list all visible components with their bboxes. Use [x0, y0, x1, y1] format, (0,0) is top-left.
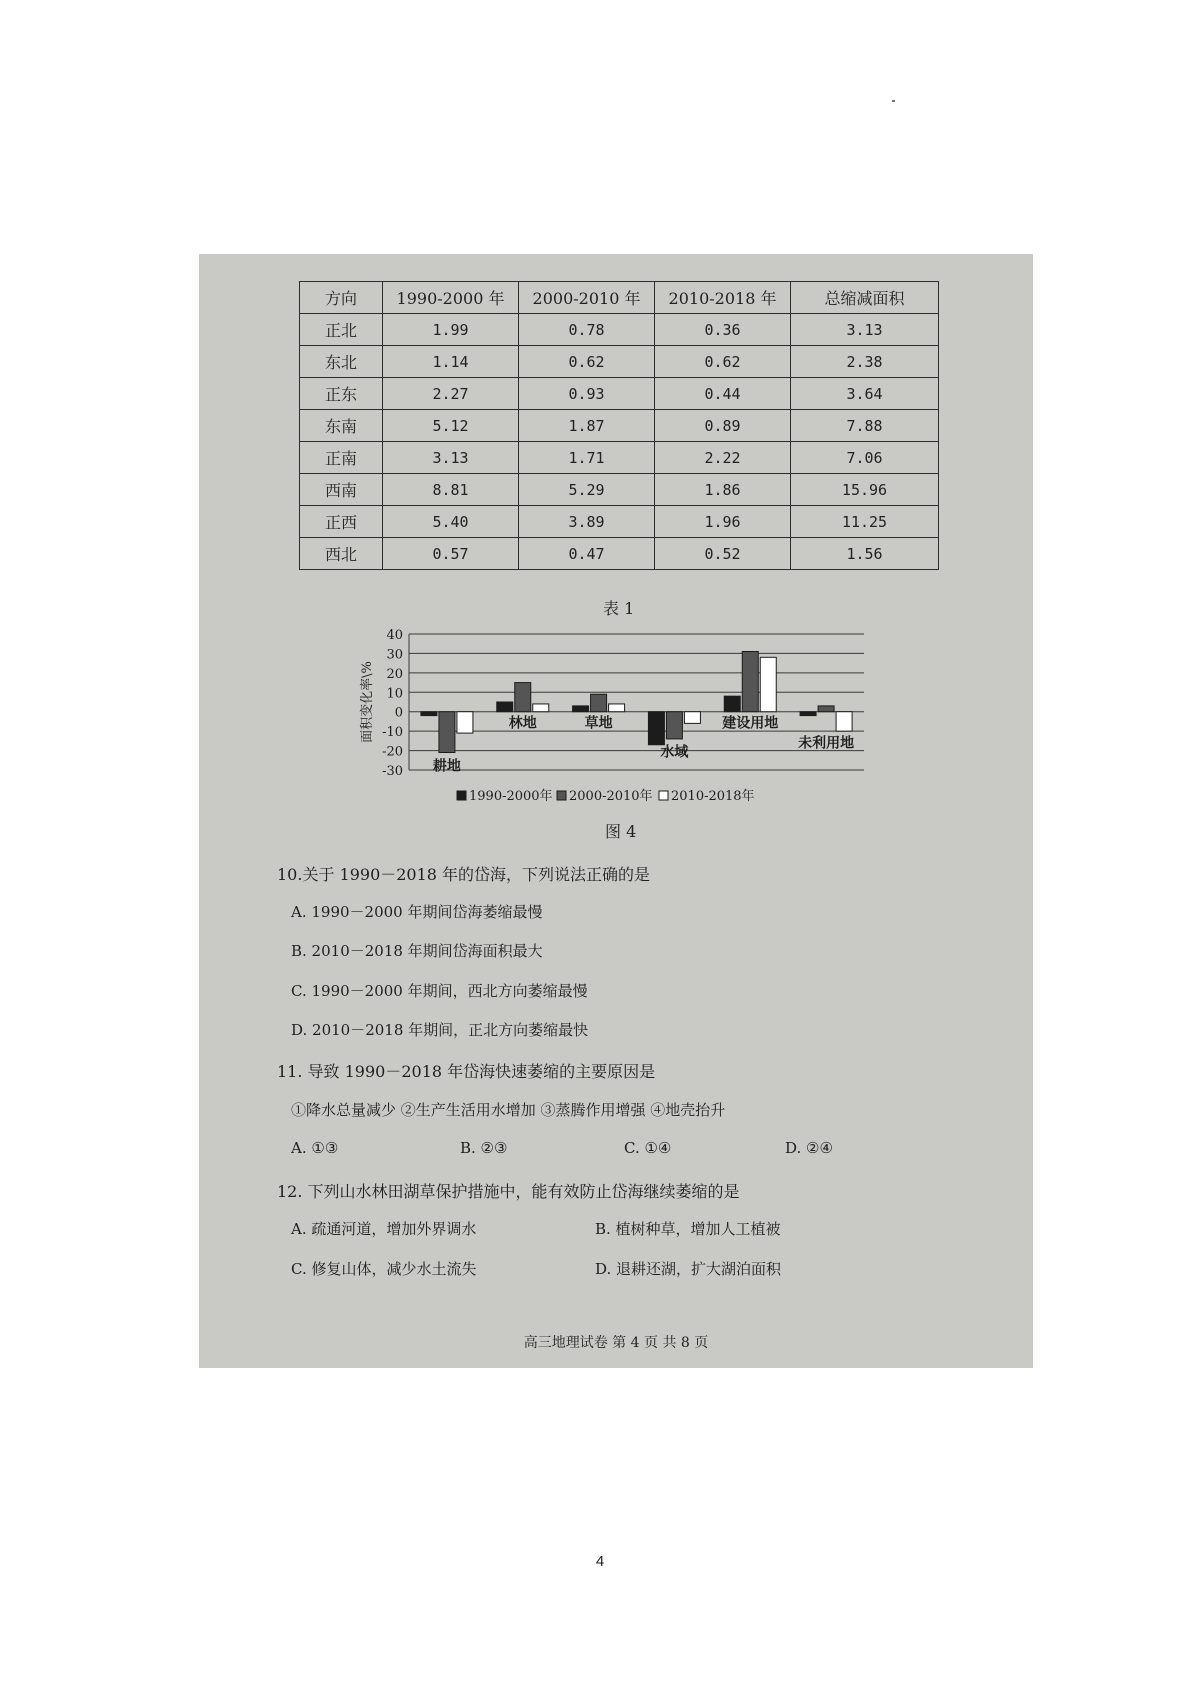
question-12-option-c: C. 修复山体，减少水土流失 — [291, 1260, 477, 1278]
value-cell: 0.36 — [655, 314, 791, 346]
question-10-stem: 10.关于 1990－2018 年的岱海，下列说法正确的是 — [277, 865, 651, 884]
y-tick-label: 30 — [386, 647, 403, 663]
legend-swatch — [557, 791, 566, 800]
direction-cell: 东北 — [300, 346, 383, 378]
page-number: 4 — [595, 1553, 605, 1570]
exam-page-photo — [199, 254, 1033, 1368]
value-cell: 0.47 — [519, 538, 655, 570]
category-label: 未利用地 — [798, 735, 855, 752]
value-cell: 0.93 — [519, 378, 655, 410]
table-header-row — [300, 282, 939, 314]
value-cell: 11.25 — [791, 506, 939, 538]
data-table — [299, 281, 939, 570]
table-header: 1990-2000 年 — [383, 282, 519, 314]
table-row — [300, 410, 939, 442]
value-cell: 2.27 — [383, 378, 519, 410]
table-row — [300, 378, 939, 410]
value-cell: 3.13 — [383, 442, 519, 474]
bar-chart — [199, 626, 1033, 826]
direction-cell: 东南 — [300, 410, 383, 442]
question-12-option-a: A. 疏通河道，增加外界调水 — [291, 1220, 477, 1238]
bar — [439, 712, 455, 753]
question-10-option-c: C. 1990－2000 年期间，西北方向萎缩最慢 — [291, 982, 588, 1000]
bar — [457, 712, 473, 733]
bar — [684, 712, 700, 724]
question-11-option-b: B. ②③ — [460, 1139, 508, 1157]
value-cell: 0.52 — [655, 538, 791, 570]
category-label: 建设用地 — [722, 715, 779, 732]
value-cell: 1.86 — [655, 474, 791, 506]
bar — [573, 706, 589, 712]
value-cell: 15.96 — [791, 474, 939, 506]
value-cell: 1.14 — [383, 346, 519, 378]
question-11-items: ①降水总量减少 ②生产生活用水增加 ③蒸腾作用增强 ④地壳抬升 — [291, 1101, 726, 1119]
direction-cell: 西南 — [300, 474, 383, 506]
table-row — [300, 474, 939, 506]
question-11-option-d: D. ②④ — [785, 1139, 833, 1157]
value-cell: 5.12 — [383, 410, 519, 442]
question-12-option-d: D. 退耕还湖，扩大湖泊面积 — [595, 1260, 782, 1278]
value-cell: 0.89 — [655, 410, 791, 442]
value-cell: 0.78 — [519, 314, 655, 346]
category-label: 草地 — [584, 715, 613, 732]
value-cell: 2.38 — [791, 346, 939, 378]
value-cell: 1.56 — [791, 538, 939, 570]
table-caption: 表 1 — [603, 599, 635, 618]
value-cell: 1.71 — [519, 442, 655, 474]
bar — [421, 712, 437, 716]
bar — [591, 694, 607, 711]
question-12-option-b: B. 植树种草，增加人工植被 — [595, 1220, 781, 1238]
value-cell: 1.87 — [519, 410, 655, 442]
table-row — [300, 538, 939, 570]
value-cell: 7.06 — [791, 442, 939, 474]
value-cell: 0.62 — [655, 346, 791, 378]
table-row — [300, 506, 939, 538]
legend-label: 2000-2010年 — [569, 789, 653, 804]
bar — [724, 696, 740, 712]
value-cell: 5.29 — [519, 474, 655, 506]
bar — [533, 704, 549, 712]
bar — [497, 702, 513, 712]
value-cell: 1.99 — [383, 314, 519, 346]
bar — [515, 683, 531, 712]
legend-swatch — [457, 791, 466, 800]
table-header: 方向 — [300, 282, 383, 314]
y-tick-label: 0 — [394, 705, 403, 721]
table-row — [300, 346, 939, 378]
figure-caption: 图 4 — [605, 822, 637, 841]
y-tick-label: 40 — [386, 628, 403, 643]
question-10-option-a: A. 1990－2000 年期间岱海萎缩最慢 — [291, 903, 543, 921]
value-cell: 2.22 — [655, 442, 791, 474]
table-header: 总缩减面积 — [791, 282, 939, 314]
question-11-stem: 11. 导致 1990－2018 年岱海快速萎缩的主要原因是 — [277, 1062, 656, 1081]
table-header: 2000-2010 年 — [519, 282, 655, 314]
y-tick-label: -20 — [382, 744, 403, 760]
question-11-option-a: A. ①③ — [291, 1139, 339, 1157]
bar — [836, 712, 852, 731]
speck — [892, 100, 895, 102]
category-label: 林地 — [508, 715, 537, 732]
table-header: 2010-2018 年 — [655, 282, 791, 314]
direction-cell: 正北 — [300, 314, 383, 346]
legend-swatch — [659, 791, 668, 800]
bar — [648, 712, 664, 745]
value-cell: 3.13 — [791, 314, 939, 346]
bar — [818, 706, 834, 712]
bar — [666, 712, 682, 739]
legend-label: 2010-2018年 — [671, 789, 755, 804]
table-row — [300, 314, 939, 346]
category-label: 耕地 — [432, 758, 461, 775]
y-axis-label: 面积变化率\% — [360, 661, 375, 743]
direction-cell: 西北 — [300, 538, 383, 570]
question-11-option-c: C. ①④ — [624, 1139, 672, 1157]
bar — [760, 657, 776, 711]
value-cell: 0.62 — [519, 346, 655, 378]
page-footer: 高三地理试卷 第 4 页 共 8 页 — [523, 1335, 709, 1351]
category-label: 水域 — [660, 744, 689, 761]
value-cell: 1.96 — [655, 506, 791, 538]
question-10-option-b: B. 2010－2018 年期间岱海面积最大 — [291, 942, 543, 960]
bar — [800, 712, 816, 716]
y-tick-label: 10 — [386, 686, 403, 702]
value-cell: 3.89 — [519, 506, 655, 538]
bar — [742, 651, 758, 711]
value-cell: 8.81 — [383, 474, 519, 506]
value-cell: 0.57 — [383, 538, 519, 570]
direction-cell: 正南 — [300, 442, 383, 474]
table-row — [300, 442, 939, 474]
question-10-option-d: D. 2010－2018 年期间，正北方向萎缩最快 — [291, 1021, 589, 1039]
legend-label: 1990-2000年 — [469, 789, 553, 804]
y-tick-label: 20 — [386, 666, 403, 682]
bar — [609, 704, 625, 712]
value-cell: 3.64 — [791, 378, 939, 410]
direction-cell: 正西 — [300, 506, 383, 538]
direction-cell: 正东 — [300, 378, 383, 410]
value-cell: 0.44 — [655, 378, 791, 410]
question-12-stem: 12. 下列山水林田湖草保护措施中，能有效防止岱海继续萎缩的是 — [277, 1182, 740, 1201]
y-tick-label: -30 — [382, 764, 403, 779]
y-tick-label: -10 — [382, 725, 403, 741]
value-cell: 5.40 — [383, 506, 519, 538]
value-cell: 7.88 — [791, 410, 939, 442]
